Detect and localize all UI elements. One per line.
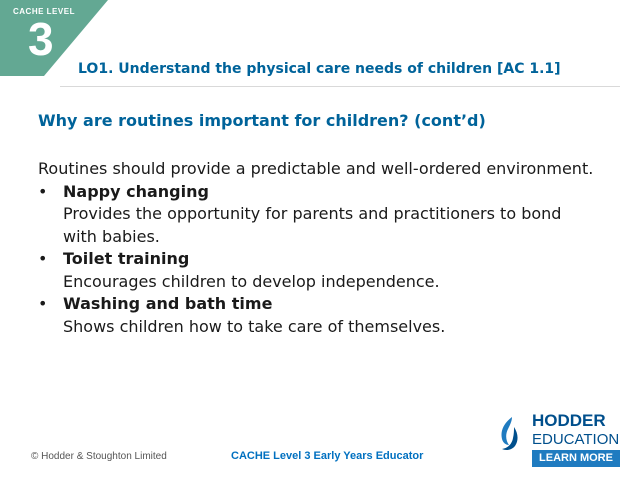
slide-subtitle: Why are routines important for children? (cont’d) (38, 111, 486, 130)
header-divider (60, 86, 620, 87)
bullet-dot: • (38, 249, 48, 268)
bullet-description: Provides the opportunity for parents and practitioners to bond with babies. (63, 204, 562, 246)
logo-hodder-text: HODDER (532, 411, 606, 430)
slide-body (38, 158, 598, 338)
logo-education-text: EDUCATION (532, 431, 620, 448)
header-title: LO1. Understand the physical care needs of children [AC 1.1] (78, 61, 561, 77)
badge-number: 3 (28, 13, 54, 65)
intro-text: Routines should provide a predictable and well-ordered environment. (38, 159, 594, 178)
bullet-heading: Toilet training (63, 249, 190, 268)
bullet-item (38, 293, 598, 316)
hodder-education-logo[interactable] (494, 411, 622, 469)
bullet-dot: • (38, 294, 48, 313)
bullet-description: Encourages children to develop independence. (63, 271, 440, 291)
badge-label: CACHE LEVEL (13, 7, 75, 16)
bullet-heading: Nappy changing (63, 181, 209, 201)
bullet-item (38, 181, 598, 204)
bullet-item (38, 248, 598, 271)
hodder-logo-icon (494, 415, 524, 453)
bullet-dot: • (38, 181, 48, 201)
course-name: CACHE Level 3 Early Years Educator (231, 450, 424, 462)
bullet-description: Shows children how to take care of themselves. (63, 316, 446, 336)
copyright-text: © Hodder & Stoughton Limited (31, 451, 167, 462)
learn-more-button[interactable]: LEARN MORE (532, 450, 620, 467)
bullet-heading: Washing and bath time (63, 294, 273, 313)
